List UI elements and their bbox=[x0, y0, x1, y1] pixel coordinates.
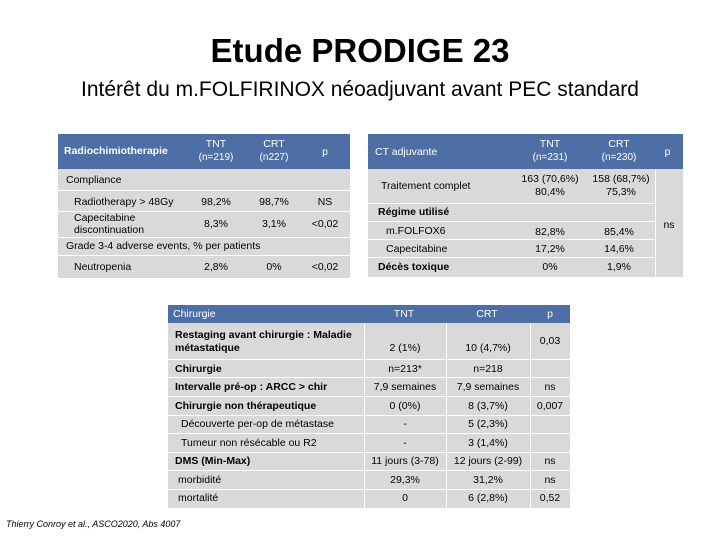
row-p: ns bbox=[544, 455, 556, 467]
row-p: 0,03 bbox=[539, 335, 561, 347]
row-label: Traitement complet bbox=[381, 180, 471, 192]
row-label: m.FOLFOX6 bbox=[386, 225, 446, 237]
row-tnt: 0 (0%) bbox=[389, 400, 421, 412]
left-col-crt-n: (n227) bbox=[259, 152, 289, 163]
row-tnt: 11 jours (3-78) bbox=[371, 455, 439, 467]
row-tnt: 8,3% bbox=[204, 218, 228, 230]
row-p: <0,02 bbox=[311, 218, 339, 230]
page-subtitle: Intérêt du m.FOLFIRINOX néoadjuvant avant PEC standard bbox=[81, 78, 639, 101]
row-label: Neutropenia bbox=[74, 261, 132, 273]
row-crt: 3 (1,4%) bbox=[468, 437, 508, 449]
right-section-regime: Régime utilisé bbox=[378, 206, 450, 218]
surgery-divider bbox=[168, 489, 570, 490]
left-divider bbox=[58, 190, 350, 191]
surgery-divider bbox=[168, 433, 570, 434]
row-p: <0,02 bbox=[311, 261, 339, 273]
right-col-tnt: TNT bbox=[539, 138, 561, 150]
surgery-divider bbox=[168, 396, 570, 397]
row-p: ns bbox=[544, 474, 556, 486]
row-tnt: 7,9 semaines bbox=[373, 381, 437, 393]
row-crt: 31,2% bbox=[473, 474, 503, 486]
right-col-p: p bbox=[664, 146, 671, 158]
right-divider bbox=[368, 221, 655, 222]
row-label: Tumeur non résécable ou R2 bbox=[181, 437, 317, 449]
row-label: Décès toxique bbox=[378, 261, 450, 273]
surgery-divider bbox=[168, 377, 570, 378]
row-label: Intervalle pré-op : ARCC > chir bbox=[175, 381, 328, 393]
left-col-crt: CRT bbox=[263, 138, 285, 150]
left-col-tnt-n: (n=219) bbox=[198, 152, 234, 163]
left-section-adverse: Grade 3-4 adverse events, % per patients bbox=[66, 240, 261, 252]
left-divider bbox=[58, 237, 350, 238]
surgery-divider bbox=[168, 415, 570, 416]
row-label: DMS (Min-Max) bbox=[175, 455, 251, 467]
right-col-tnt-n: (n=231) bbox=[532, 152, 568, 163]
surgery-divider bbox=[168, 452, 570, 453]
row-label: morbidité bbox=[178, 474, 222, 486]
row-label: Chirurgie bbox=[175, 363, 222, 375]
row-crt: 7,9 semaines bbox=[456, 381, 520, 393]
row-label: Capecitabine bbox=[386, 243, 448, 255]
row-crt: 158 (68,7%) 75,3% bbox=[592, 173, 650, 198]
row-p: NS bbox=[317, 196, 333, 208]
left-table-header: Radiochimiotherapie bbox=[64, 145, 168, 157]
row-label: Restaging avant chirurgie : Maladie métastatique bbox=[175, 329, 352, 354]
row-tnt: 29,3% bbox=[390, 474, 420, 486]
row-label: mortalité bbox=[178, 492, 219, 504]
right-divider bbox=[368, 203, 655, 204]
row-p: 0,52 bbox=[539, 492, 561, 504]
row-tnt: n=213* bbox=[388, 363, 422, 375]
surgery-col-p: p bbox=[547, 308, 553, 320]
row-tnt: 82,8% bbox=[535, 226, 565, 238]
row-crt: n=218 bbox=[473, 363, 503, 375]
row-tnt: 2 (1%) bbox=[389, 342, 421, 354]
row-label: Chirurgie non thérapeutique bbox=[175, 400, 317, 412]
right-table-header: CT adjuvante bbox=[375, 146, 438, 158]
row-tnt: 0 bbox=[402, 492, 408, 504]
surgery-col-tnt: TNT bbox=[393, 308, 415, 320]
left-divider bbox=[58, 255, 350, 256]
surgery-col-crt: CRT bbox=[476, 308, 498, 320]
row-tnt: 163 (70,6%) 80,4% bbox=[521, 173, 579, 198]
row-tnt: 2,8% bbox=[204, 261, 228, 273]
surgery-divider bbox=[168, 359, 570, 360]
row-tnt: - bbox=[403, 437, 407, 449]
row-crt: 6 (2,8%) bbox=[468, 492, 508, 504]
row-crt: 5 (2,3%) bbox=[468, 418, 508, 430]
row-crt: 98,7% bbox=[259, 196, 289, 208]
right-col-crt: CRT bbox=[608, 138, 630, 150]
left-col-p: p bbox=[322, 146, 328, 158]
surgery-table-header: Chirurgie bbox=[173, 308, 216, 320]
reference-citation: Thierry Conroy et al., ASCO2020, Abs 4007 bbox=[6, 519, 181, 529]
left-section-compliance: Compliance bbox=[66, 174, 122, 186]
right-p-ns: ns bbox=[663, 219, 675, 231]
page-title: Etude PRODIGE 23 bbox=[210, 32, 510, 69]
row-label: Radiotherapy > 48Gy bbox=[74, 196, 174, 208]
row-label: Découverte per-op de métastase bbox=[181, 418, 334, 430]
right-col-crt-n: (n=230) bbox=[601, 152, 637, 163]
row-tnt: - bbox=[403, 418, 407, 430]
left-col-tnt: TNT bbox=[205, 138, 227, 150]
row-crt: 12 jours (2-99) bbox=[453, 455, 523, 467]
row-crt: 10 (4,7%) bbox=[465, 342, 511, 354]
row-p: ns bbox=[544, 381, 556, 393]
row-crt: 3,1% bbox=[262, 218, 286, 230]
row-crt: 14,6% bbox=[604, 243, 634, 255]
row-crt: 0% bbox=[266, 261, 282, 273]
right-divider bbox=[368, 239, 655, 240]
row-crt: 1,9% bbox=[607, 261, 631, 273]
surgery-divider bbox=[168, 470, 570, 471]
row-p: 0,007 bbox=[536, 400, 564, 412]
row-crt: 8 (3,7%) bbox=[468, 400, 508, 412]
row-crt: 85,4% bbox=[604, 226, 634, 238]
row-tnt: 17,2% bbox=[535, 243, 565, 255]
row-label: Capecitabine discontinuation bbox=[74, 212, 145, 236]
row-tnt: 0% bbox=[542, 261, 558, 273]
row-tnt: 98,2% bbox=[201, 196, 231, 208]
right-divider bbox=[368, 257, 655, 258]
